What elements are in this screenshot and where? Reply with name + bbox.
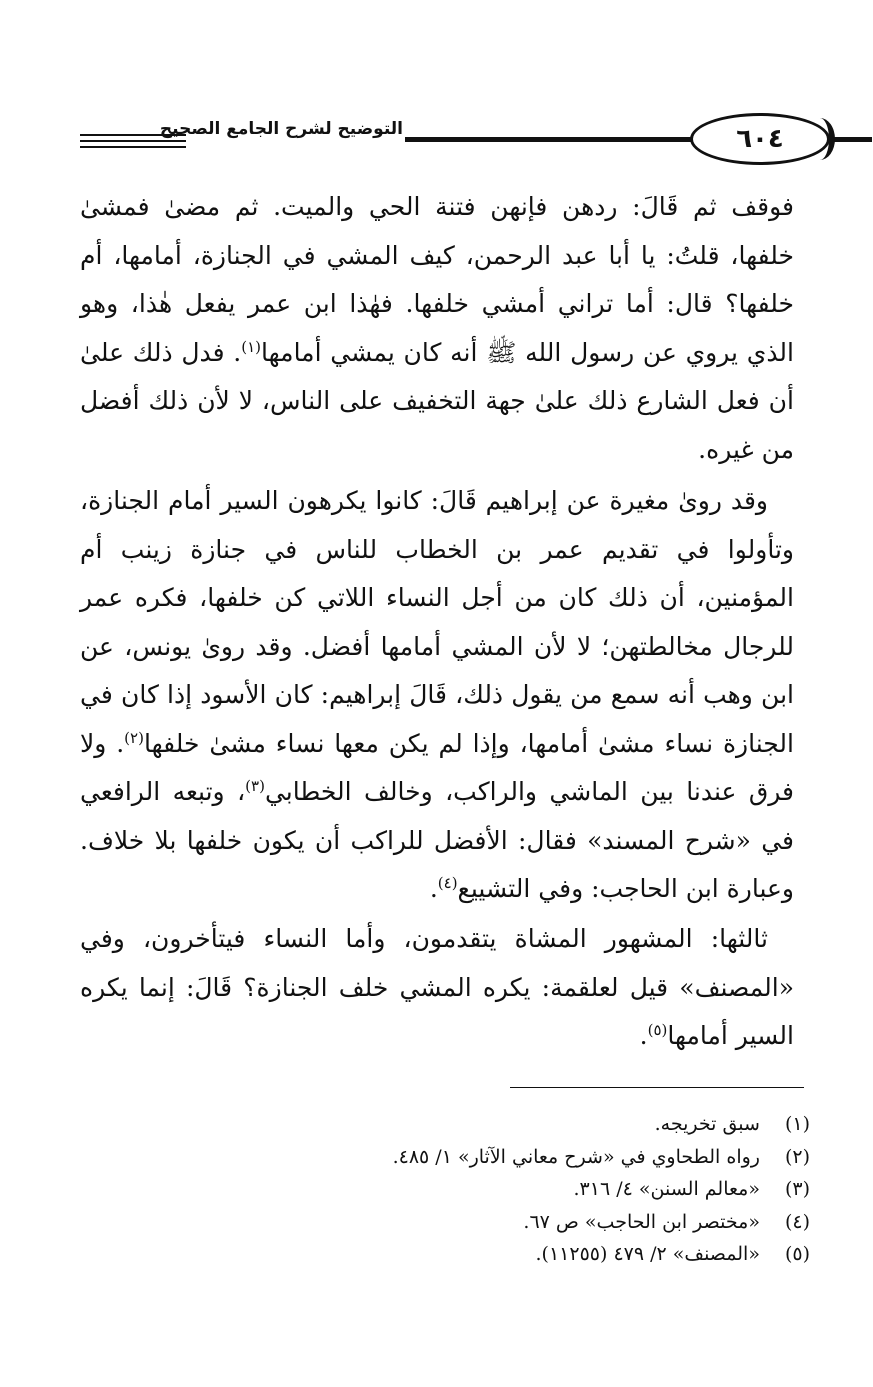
paragraph — [80, 477, 794, 914]
paragraph-text: . — [639, 1021, 648, 1050]
footnote-text: «مختصر ابن الحاجب» ص ٦٧. — [523, 1210, 760, 1233]
paragraph-text: ثالثها: المشهور المشاة يتقدمون، وأما النساء فيتأخرون، وفي «المصنف» قيل لعلقمة: يكره المشي خلف الجنازة؟ قَالَ: إنما يكره السير أمامها — [80, 924, 794, 1050]
footnote-text: رواه الطحاوي في «شرح معاني الآثار» ١/ ٤٨٥. — [392, 1145, 760, 1168]
page-number: ٦٠٤ — [736, 124, 784, 154]
footnote-marker: (٣) — [245, 777, 265, 795]
paragraph-text: وقد روىٰ مغيرة عن إبراهيم قَالَ: كانوا يكرهون السير أمام الجنازة، وتأولوا في تقديم عمر بن الخطاب للناس في جنازة زينب أم المؤمنين، أن ذلك كان من أجل النساء اللاتي كن خلفها، فكره عمر للرجال مخالطتهن؛ لا لأن المشي أمامها أفضل. وقد روىٰ يونس، عن ابن وهب أنه سمع من يقول ذلك، قَالَ إبراهيم: كان الأسود إذا كان في الجنازة نساء مشىٰ أمامها، وإذا لم يكن معها نساء مشىٰ خلفها — [80, 486, 794, 758]
page-number-frame — [690, 113, 830, 165]
paragraph-text: . ولا فرق عندنا بين الماشي والراكب، وخالف الخطابي — [80, 728, 795, 806]
paragraph-text: . فدل ذلك علىٰ أن فعل الشارع ذلك علىٰ جهة التخفيف على الناس، لا لأن ذلك أفضل من غيره. — [80, 337, 794, 464]
footnote-marker: (٢) — [124, 728, 144, 747]
footnote-number: (٢) — [784, 1145, 810, 1168]
footnote-number: (٣) — [784, 1178, 810, 1200]
paragraph-text: ، وتبعه الرافعي في «شرح المسند» فقال: الأفضل للراكب أن يكون خلفها بلا خلاف. وعبارة ابن الحاجب: وفي التشييع — [80, 777, 794, 903]
footnote-number: (٤) — [784, 1210, 810, 1233]
footnotes-list — [120, 1108, 810, 1271]
paragraph — [80, 183, 794, 474]
footnote-text: «معالم السنن» ٤/ ٣١٦. — [573, 1178, 760, 1200]
footnote-item — [120, 1206, 810, 1239]
header-rule — [80, 140, 186, 142]
paragraph-text: فوقف ثم قَالَ: ردهن فإنهن فتنة الحي والميت. ثم مضىٰ فمشىٰ خلفها، قلتُ: يا أبا عبد الرحمن، كيف المشي في الجنازة، أمامها، أم خلفها؟ قال: أما تراني أمشي خلفها. فهٰذا ابن عمر يفعل هٰذا، وهو الذي يروي عن رسول الله ﷺ أنه كان يمشي أمامها — [80, 192, 794, 367]
footnote-text: سبق تخريجه. — [654, 1113, 760, 1135]
footnote-item — [120, 1141, 810, 1174]
footnote-item — [120, 1108, 810, 1141]
paragraph — [80, 915, 794, 1061]
footnote-item — [120, 1238, 810, 1271]
footnote-separator — [510, 1087, 804, 1088]
footnote-marker: (٤) — [437, 874, 458, 892]
header-rule — [80, 146, 186, 148]
running-title: التوضيح لشرح الجامع الصحيح — [159, 119, 403, 139]
header-rule-thick — [830, 137, 872, 142]
footnote-item — [120, 1173, 810, 1206]
page-header — [70, 105, 810, 175]
footnote-marker: (٥) — [647, 1021, 668, 1039]
paragraph-text: . — [429, 874, 438, 903]
footnote-marker: (١) — [241, 337, 262, 356]
footnote-number: (١) — [784, 1113, 810, 1135]
footnote-text: «المصنف» ٢/ ٤٧٩ (١١٢٥٥). — [535, 1243, 760, 1265]
footnote-number: (٥) — [784, 1243, 810, 1265]
